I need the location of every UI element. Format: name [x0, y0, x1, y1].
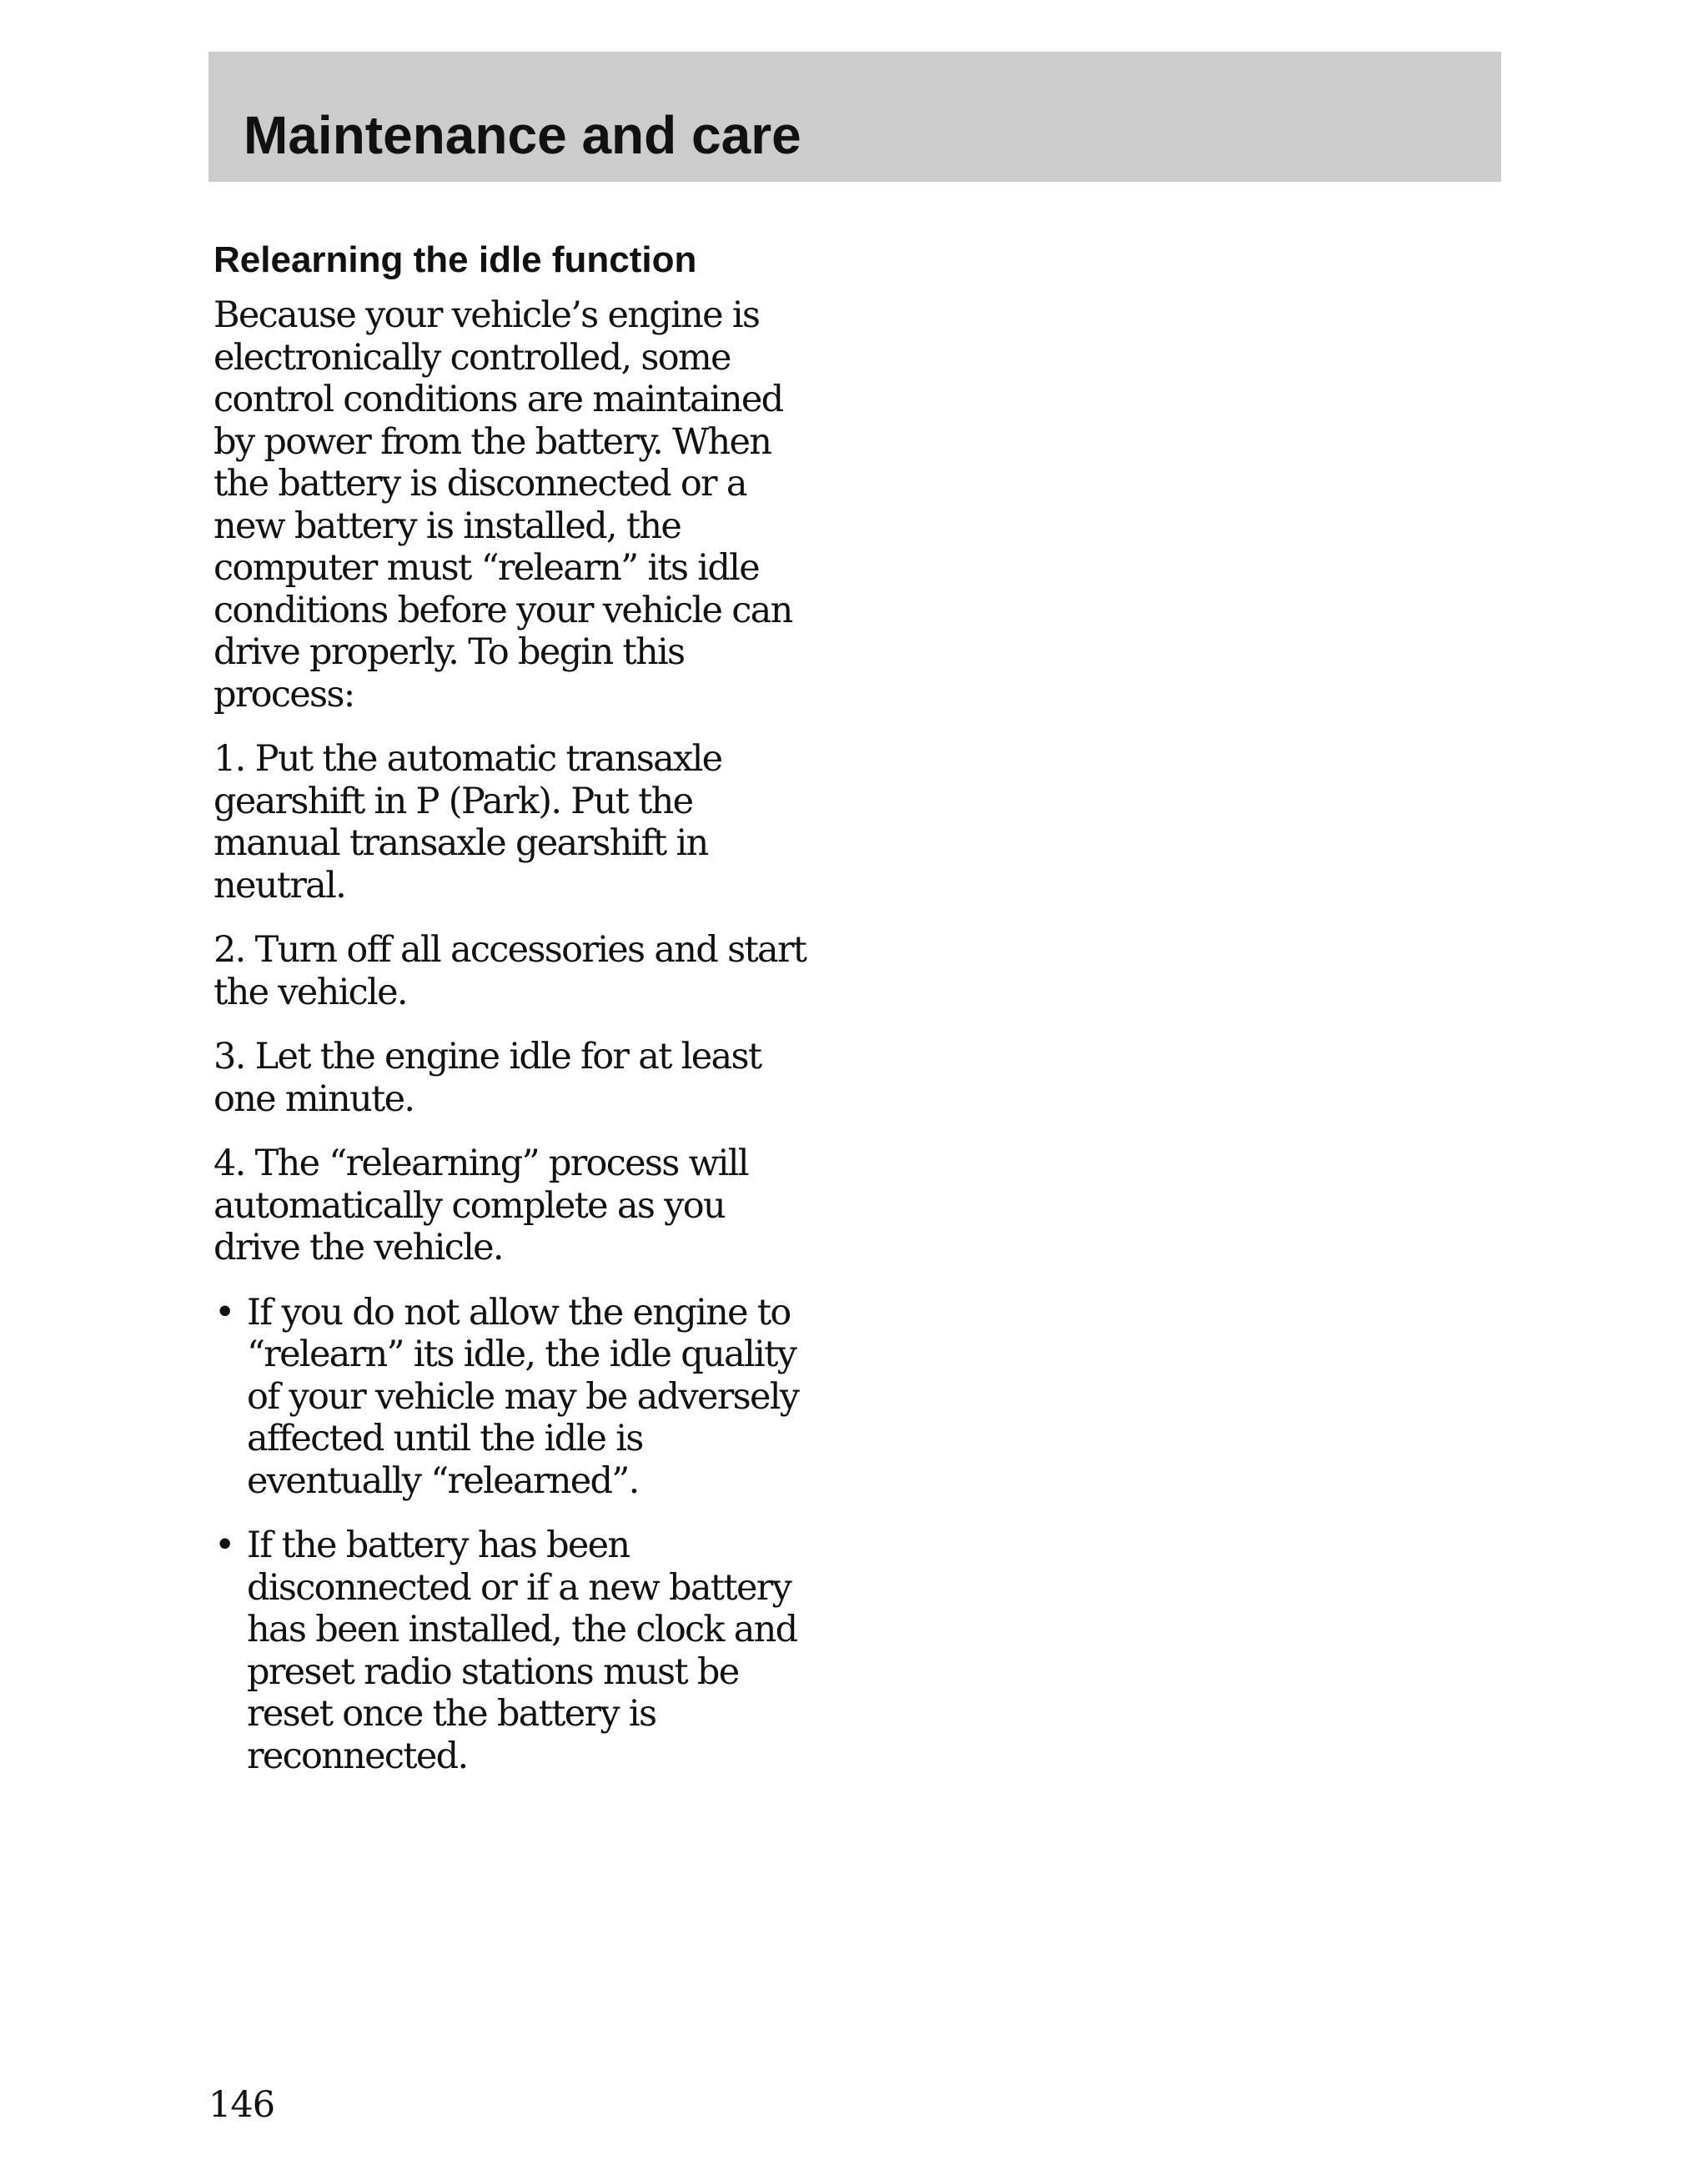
text-line: one minute. [214, 1077, 414, 1120]
text-line: control conditions are maintained [214, 379, 783, 420]
step-4 [214, 1143, 839, 1269]
text-line: If the battery has been [247, 1525, 630, 1566]
text-line: drive the vehicle. [214, 1227, 503, 1268]
text-line: reset once the battery is [247, 1693, 656, 1735]
text-line: “relearn” its idle, the idle quality [247, 1334, 796, 1375]
text-line: of your vehicle may be adversely [247, 1375, 799, 1418]
bullet-icon: • [214, 1291, 236, 1334]
text-line: the battery is disconnected or a [214, 463, 746, 505]
text-line: disconnected or if a new battery [247, 1566, 791, 1609]
text-line: electronically controlled, some [214, 336, 731, 379]
text-line: gearshift in P (Park). Put the [214, 780, 693, 822]
text-line: new battery is installed, the [214, 505, 681, 547]
text-line: process: [214, 673, 354, 716]
text-line: the vehicle. [214, 971, 407, 1013]
text-line: reconnected. [247, 1735, 468, 1777]
bullet-icon: • [214, 1525, 236, 1566]
bullet-item [214, 1525, 839, 1777]
page-number: 146 [208, 2084, 275, 2126]
text-line: neutral. [214, 864, 346, 907]
text-line: preset radio stations must be [247, 1650, 739, 1693]
text-line: Because your vehicle’s engine is [214, 294, 760, 336]
text-line: 3. Let the engine idle for at least [214, 1036, 761, 1077]
text-line: manual transaxle gearshift in [214, 822, 708, 864]
main-content [214, 236, 839, 1777]
text-line: 1. Put the automatic transaxle [214, 738, 722, 780]
step-1 [214, 738, 839, 907]
text-line: 2. Turn off all accessories and start [214, 929, 806, 971]
bullet-item [214, 1292, 839, 1503]
text-line: eventually “relearned”. [247, 1459, 639, 1502]
text-line: by power from the battery. When [214, 420, 771, 463]
section-heading: Relearning the idle function [214, 239, 697, 280]
step-3 [214, 1036, 839, 1120]
text-line: conditions before your vehicle can [214, 589, 792, 631]
text-line: automatically complete as you [214, 1184, 725, 1227]
text-line: affected until the idle is [247, 1418, 643, 1459]
text-line: computer must “relearn” its idle [214, 547, 759, 589]
header-band [208, 52, 1501, 182]
text-line: 4. The “relearning” process will [214, 1143, 748, 1184]
page-title: Maintenance and care [244, 105, 801, 165]
text-line: drive properly. To begin this [214, 631, 685, 673]
text-line: If you do not allow the engine to [247, 1291, 791, 1334]
step-2 [214, 929, 839, 1013]
text-line: has been installed, the clock and [247, 1609, 797, 1650]
intro-paragraph [214, 294, 839, 716]
